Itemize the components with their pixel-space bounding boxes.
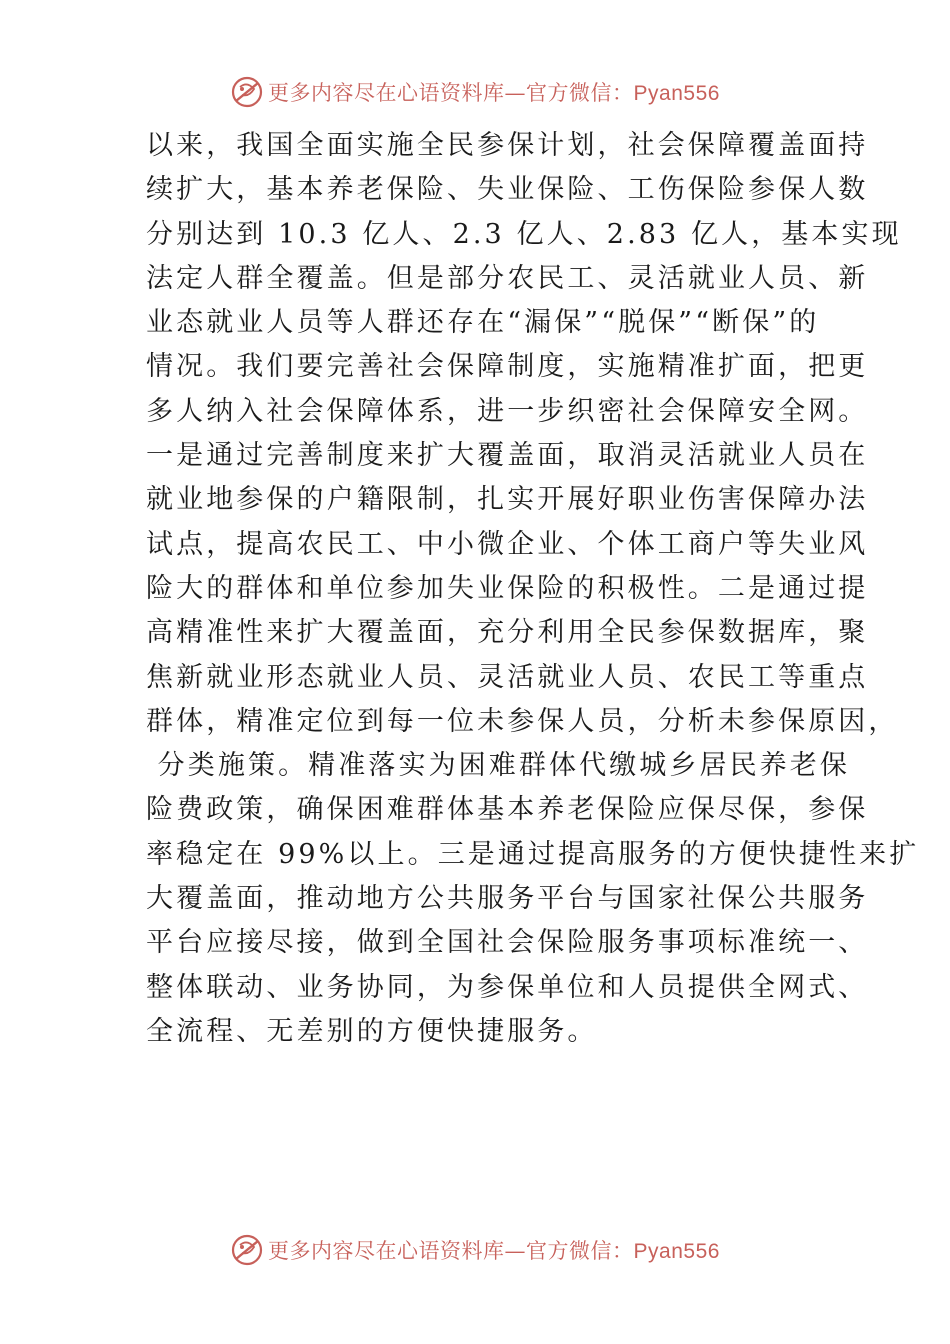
footer-banner-text: 更多内容尽在心语资料库—官方微信：Pyan556 (268, 1239, 720, 1263)
text-line: 群体，精准定位到每一位未参保人员，分析未参保原因， (146, 705, 899, 737)
text-line: 险大的群体和单位参加失业保险的积极性。二是通过提 (146, 572, 869, 604)
document-body (146, 124, 920, 1054)
text-line: 率稳定在 99%以上。三是通过提高服务的方便快捷性来扩 (146, 838, 920, 870)
seal-logo-icon (230, 75, 264, 109)
seal-logo-icon (230, 1233, 264, 1267)
text-line: 情况。我们要完善社会保障制度，实施精准扩面，把更 (146, 351, 869, 383)
text-line: 整体联动、业务协同，为参保单位和人员提供全网式、 (146, 971, 869, 1003)
text-line: 多人纳入社会保障体系，进一步织密社会保障安全网。 (146, 395, 869, 427)
text-line: 试点，提高农民工、中小微企业、个体工商户等失业风 (146, 528, 869, 560)
text-line: 法定人群全覆盖。但是部分农民工、灵活就业人员、新 (146, 262, 869, 294)
header-banner (0, 70, 950, 114)
text-line: 分类施策。精准落实为困难群体代缴城乡居民养老保 (146, 750, 850, 782)
text-line: 大覆盖面，推动地方公共服务平台与国家社保公共服务 (146, 883, 869, 915)
text-line: 就业地参保的户籍限制，扎实开展好职业伤害保障办法 (146, 484, 869, 516)
text-line: 平台应接尽接，做到全国社会保险服务事项标准统一、 (146, 927, 869, 959)
text-line: 以来，我国全面实施全民参保计划，社会保障覆盖面持 (146, 130, 869, 161)
text-line: 业态就业人员等人群还存在“漏保”“脱保”“断保”的 (146, 307, 820, 339)
header-banner-text: 更多内容尽在心语资料库—官方微信：Pyan556 (268, 81, 720, 105)
text-line: 焦新就业形态就业人员、灵活就业人员、农民工等重点 (146, 661, 869, 693)
text-line: 续扩大，基本养老保险、失业保险、工伤保险参保人数 (146, 174, 869, 206)
text-line: 一是通过完善制度来扩大覆盖面，取消灵活就业人员在 (146, 440, 869, 472)
text-line: 高精准性来扩大覆盖面，充分利用全民参保数据库，聚 (146, 617, 869, 649)
text-line: 分别达到 10.3 亿人、2.3 亿人、2.83 亿人，基本实现 (146, 218, 902, 250)
text-line: 险费政策，确保困难群体基本养老保险应保尽保，参保 (146, 794, 869, 826)
text-line: 全流程、无差别的方便快捷服务。 (146, 1015, 598, 1047)
footer-banner (0, 1228, 950, 1272)
